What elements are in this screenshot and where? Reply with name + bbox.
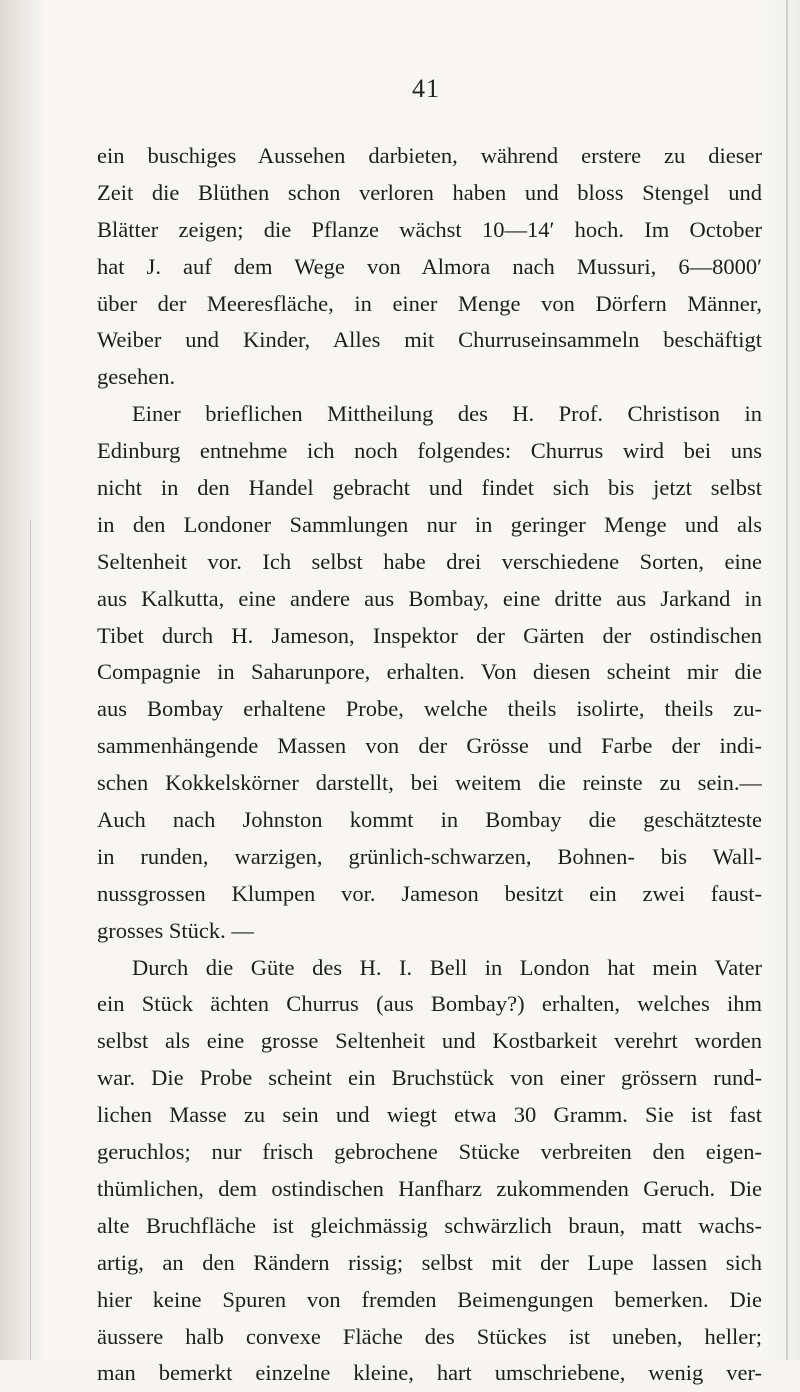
text-line: schen Kokkelskörner darstellt, bei weitem die reinste zu sein.—	[97, 770, 762, 796]
text-line: geruchlos; nur frisch gebrochene Stücke verbreiten den eigen-	[97, 1139, 762, 1165]
text-line: Blätter zeigen; die Pflanze wächst 10—14′ hoch. Im October	[97, 216, 762, 242]
text-line: in runden, warzigen, grünlich-schwarzen, Bohnen- bis Wall-	[97, 843, 762, 869]
text-line: Weiber und Kinder, Alles mit Churruseinsammeln beschäftigt	[97, 327, 762, 353]
text-line: aus Kalkutta, eine andere aus Bombay, eine dritte aus Jarkand in	[97, 585, 762, 611]
page-number: 41	[412, 74, 440, 103]
text-line: ein Stück ächten Churrus (aus Bombay?) erhalten, welches ihm	[97, 991, 762, 1017]
text-line: artig, an den Rändern rissig; selbst mit der Lupe lassen sich	[97, 1249, 762, 1275]
text-line: war. Die Probe scheint ein Bruchstück von einer grössern rund-	[97, 1065, 762, 1091]
text-line: lichen Masse zu sein und wiegt etwa 30 Gramm. Sie ist fast	[97, 1102, 762, 1128]
body-text	[97, 138, 762, 1392]
text-line: äussere halb convexe Fläche des Stückes ist uneben, heller;	[97, 1323, 762, 1349]
text-line: gesehen.	[97, 364, 176, 390]
text-line: thümlichen, dem ostindischen Hanfharz zukommenden Geruch. Die	[97, 1175, 762, 1201]
text-line: Seltenheit vor. Ich selbst habe drei verschiedene Sorten, eine	[97, 548, 762, 574]
text-line: Compagnie in Saharunpore, erhalten. Von diesen scheint mir die	[97, 659, 762, 685]
text-line: Tibet durch H. Jameson, Inspektor der Gärten der ostindischen	[97, 622, 762, 648]
text-line: hier keine Spuren von fremden Beimengungen bemerken. Die	[97, 1286, 762, 1312]
page-left-edge-line	[30, 520, 31, 1360]
text-line: ein buschiges Aussehen darbieten, während erstere zu dieser	[97, 143, 762, 168]
text-line: über der Meeresfläche, in einer Menge von Dörfern Männer,	[97, 290, 762, 316]
text-line: hat J. auf dem Wege von Almora nach Mussuri, 6—8000′	[97, 253, 762, 279]
text-line: grosses Stück. —	[97, 917, 254, 943]
text-line: in den Londoner Sammlungen nur in geringer Menge und als	[97, 511, 762, 537]
text-line: nussgrossen Klumpen vor. Jameson besitzt ein zwei faust-	[97, 880, 762, 906]
text-line: Einer brieflichen Mittheilung des H. Prof. Christison in	[132, 401, 762, 427]
text-line: selbst als eine grosse Seltenheit und Kostbarkeit verehrt worden	[97, 1028, 762, 1054]
page-gutter-shadow	[0, 0, 44, 1360]
page-right-edge-line	[786, 0, 788, 1360]
text-line: aus Bombay erhaltene Probe, welche theils isolirte, theils zu-	[97, 696, 762, 722]
text-line: Durch die Güte des H. I. Bell in London hat mein Vater	[132, 954, 762, 980]
text-line: nicht in den Handel gebracht und findet sich bis jetzt selbst	[97, 475, 762, 501]
text-line: alte Bruchfläche ist gleichmässig schwärzlich braun, matt wachs-	[97, 1212, 762, 1238]
text-line: man bemerkt einzelne kleine, hart umschriebene, wenig ver-	[97, 1360, 762, 1386]
text-line: Edinburg entnehme ich noch folgendes: Churrus wird bei uns	[97, 438, 762, 464]
text-line: Zeit die Blüthen schon verloren haben und bloss Stengel und	[97, 179, 762, 205]
text-line: Auch nach Johnston kommt in Bombay die geschätzteste	[97, 807, 762, 833]
text-line: sammenhängende Massen von der Grösse und Farbe der indi-	[97, 733, 762, 759]
